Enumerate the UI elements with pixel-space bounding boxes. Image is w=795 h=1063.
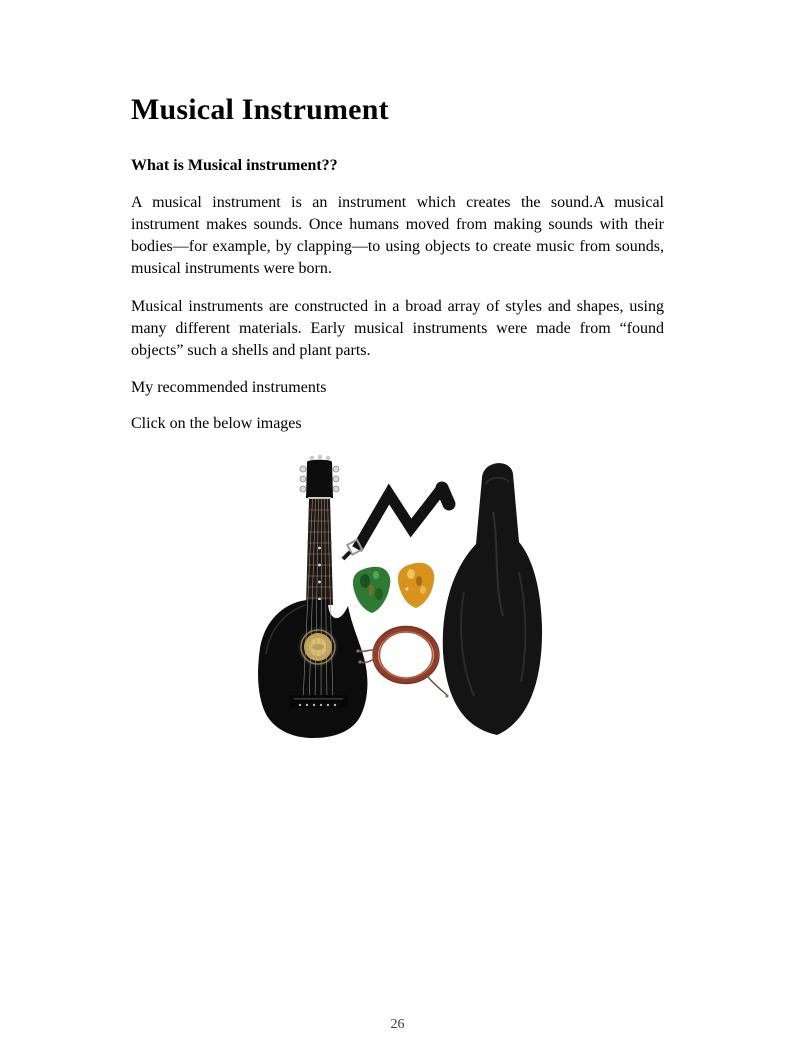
recommendation-line: My recommended instruments: [131, 379, 327, 396]
headstock: [306, 460, 333, 498]
click-instruction-line: Click on the below images: [131, 415, 302, 432]
bridge: [289, 695, 348, 708]
tuning-peg-tip: [317, 455, 321, 459]
guitar-strap: [343, 488, 449, 559]
acoustic-guitar: [258, 455, 367, 738]
page-footer: [0, 1017, 795, 1033]
paragraph-construction: Musical instruments are constructed in a broad array of styles and shapes, using many different materials. Early musical instruments were made from “found objects” such a shells and plant parts.: [131, 298, 664, 359]
green-pick: [352, 567, 389, 613]
guitar-kit-image[interactable]: [131, 454, 664, 739]
orange-pick: [397, 563, 433, 608]
string-coil: [356, 627, 448, 698]
page-number: 26: [390, 1017, 405, 1032]
nut: [308, 497, 331, 499]
gig-bag: [442, 463, 541, 735]
section-heading: What is Musical instrument??: [131, 157, 338, 174]
page-title: Musical Instrument: [131, 93, 389, 126]
guitar-body: [258, 600, 367, 738]
guitar-kit-illustration: [253, 454, 543, 739]
tuning-peg-tip: [325, 456, 329, 460]
paragraph-definition: A musical instrument is an instrument which creates the sound.A musical instrument makes sounds. Once humans moved from making sounds with their bodies—for example, by clapping—to using objects to create music from sounds, musical instruments were born.: [131, 194, 664, 277]
tuning-peg-tip: [309, 456, 313, 460]
